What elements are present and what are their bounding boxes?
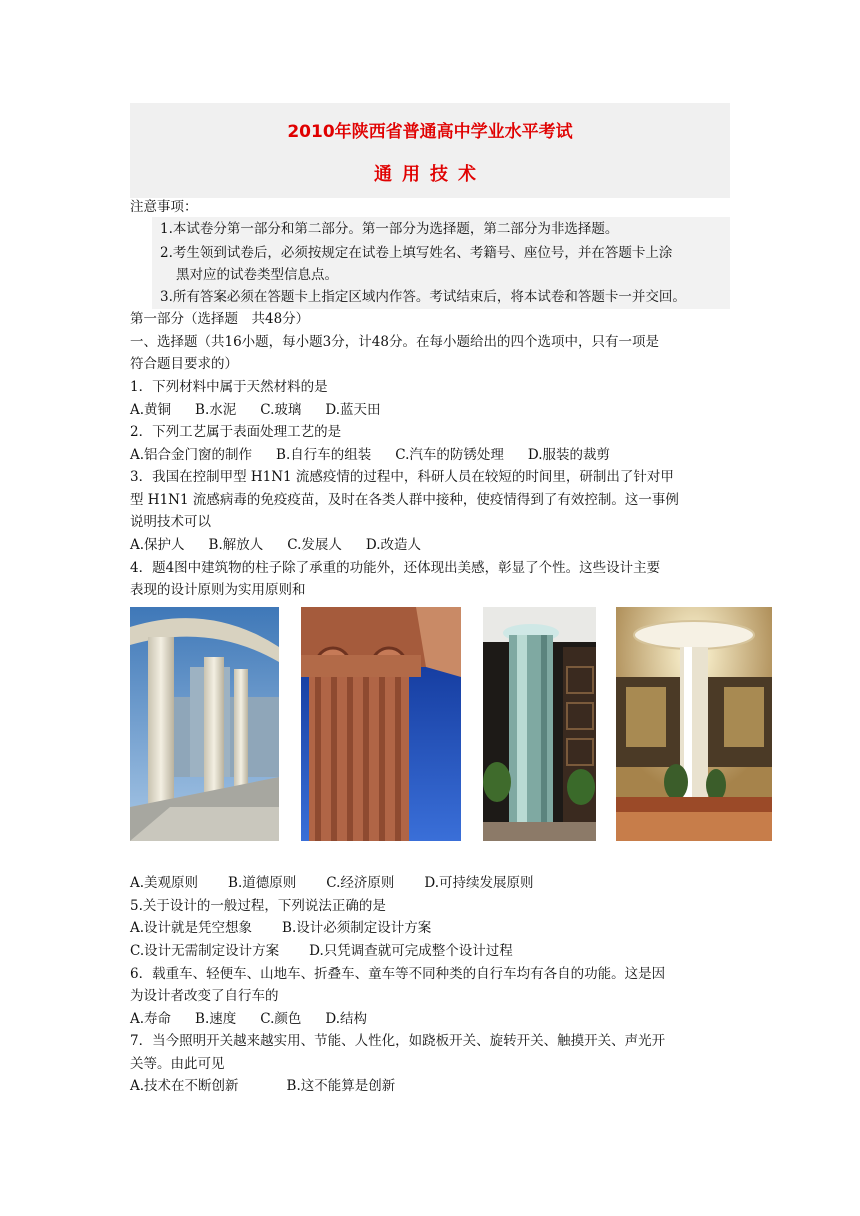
q1-option-d: D.蓝天田 <box>325 402 381 418</box>
q4-options <box>130 873 730 893</box>
q3-option-d: D.改造人 <box>365 537 422 553</box>
ionic-column-photo <box>301 607 461 841</box>
q5-stem: 5.关于设计的一般过程，下列说法正确的是 <box>130 898 386 914</box>
part1-heading: 第一部分（选择题 共48分） <box>130 311 310 327</box>
q5-option-b: B.设计必须制定设计方案 <box>282 920 432 936</box>
q5-options-row-1 <box>130 918 730 938</box>
q6-stem-2: 为设计者改变了自行车的 <box>130 988 279 1004</box>
q1-stem: 1．下列材料中属于天然材料的是 <box>130 379 328 395</box>
q5-option-a: A.设计就是凭空想象 <box>130 920 253 936</box>
q3-stem-3: 说明技术可以 <box>130 514 211 530</box>
q4-option-d: D.可持续发展原则 <box>424 875 534 891</box>
q7-stem-2: 关等。由此可见 <box>130 1056 225 1072</box>
q7-option-b: B.这不能算是创新 <box>286 1078 396 1094</box>
q2-stem: 2．下列工艺属于表面处理工艺的是 <box>130 424 342 440</box>
q2-option-a: A.铝合金门窗的制作 <box>130 447 253 463</box>
section-instructions-2: 符合题目要求的） <box>130 356 238 372</box>
section-instructions-1: 一、选择题（共16小题，每小题3分，计48分。在每小题给出的四个选项中，只有一项是 <box>130 334 659 350</box>
q5-options-row-2 <box>130 941 730 961</box>
q5-option-d: D.只凭调查就可完成整个设计过程 <box>309 943 513 959</box>
classical-column-photo <box>130 607 279 841</box>
q2-option-c: C.汽车的防锈处理 <box>395 447 504 463</box>
q1-options <box>130 400 730 420</box>
q1-option-c: C.玻璃 <box>260 402 302 418</box>
notice-item-1: 1.本试卷分第一部分和第二部分。第一部分为选择题，第二部分为非选择题。 <box>160 221 619 237</box>
q6-option-a: A.寿命 <box>130 1011 172 1027</box>
notice-item-3: 3.所有答案必须在答题卡上指定区域内作答。考试结束后，将本试卷和答题卡一并交回。 <box>160 289 686 305</box>
q3-option-b: B.解放人 <box>208 537 264 553</box>
q6-option-d: D.结构 <box>325 1011 368 1027</box>
q3-options <box>130 535 730 555</box>
q4-option-a: A.美观原则 <box>130 875 199 891</box>
q6-option-c: C.颜色 <box>260 1011 302 1027</box>
q2-options <box>130 445 730 465</box>
q7-options <box>130 1076 730 1096</box>
glass-column-photo <box>483 607 596 841</box>
q4-stem-1: 4．题4图中建筑物的柱子除了承重的功能外，还体现出美感，彰显了个性。这些设计主要 <box>130 560 661 576</box>
q3-option-c: C.发展人 <box>287 537 342 553</box>
subject-title: 通用技术 <box>374 164 486 185</box>
q4-stem-2: 表现的设计原则为实用原则和 <box>130 582 306 598</box>
notice-item-2-cont: 黑对应的试卷类型信息点。 <box>176 267 338 283</box>
q5-option-c: C.设计无需制定设计方案 <box>130 943 280 959</box>
q6-options <box>130 1009 730 1029</box>
q6-stem-1: 6．载重车、轻便车、山地车、折叠车、童车等不同种类的自行车均有各自的功能。这是因 <box>130 966 666 982</box>
q1-option-b: B.水泥 <box>195 402 237 418</box>
q7-option-a: A.技术在不断创新 <box>130 1078 239 1094</box>
q2-option-b: B.自行车的组装 <box>276 447 372 463</box>
q2-option-d: D.服装的裁剪 <box>527 447 611 463</box>
notice-heading: 注意事项： <box>130 199 198 215</box>
q6-option-b: B.速度 <box>195 1011 237 1027</box>
exam-title: 2010年陕西省普通高中学业水平考试 <box>287 122 573 142</box>
lobby-column-photo <box>616 607 772 841</box>
q4-option-b: B.道德原则 <box>228 875 297 891</box>
q4-option-c: C.经济原则 <box>326 875 395 891</box>
q1-option-a: A.黄铜 <box>130 402 172 418</box>
q3-stem-1: 3．我国在控制甲型 H1N1 流感疫情的过程中，科研人员在较短的时间里，研制出了针对甲 <box>130 469 674 485</box>
q3-option-a: A.保护人 <box>130 537 185 553</box>
notice-item-2: 2.考生领到试卷后，必须按规定在试卷上填写姓名、考籍号、座位号，并在答题卡上涂 <box>160 245 673 261</box>
q7-stem-1: 7．当今照明开关越来越实用、节能、人性化，如跷板开关、旋转开关、触摸开关、声光开 <box>130 1033 666 1049</box>
q3-stem-2: 型 H1N1 流感病毒的免疫疫苗，及时在各类人群中接种，使疫情得到了有效控制。这一事例 <box>130 492 679 508</box>
